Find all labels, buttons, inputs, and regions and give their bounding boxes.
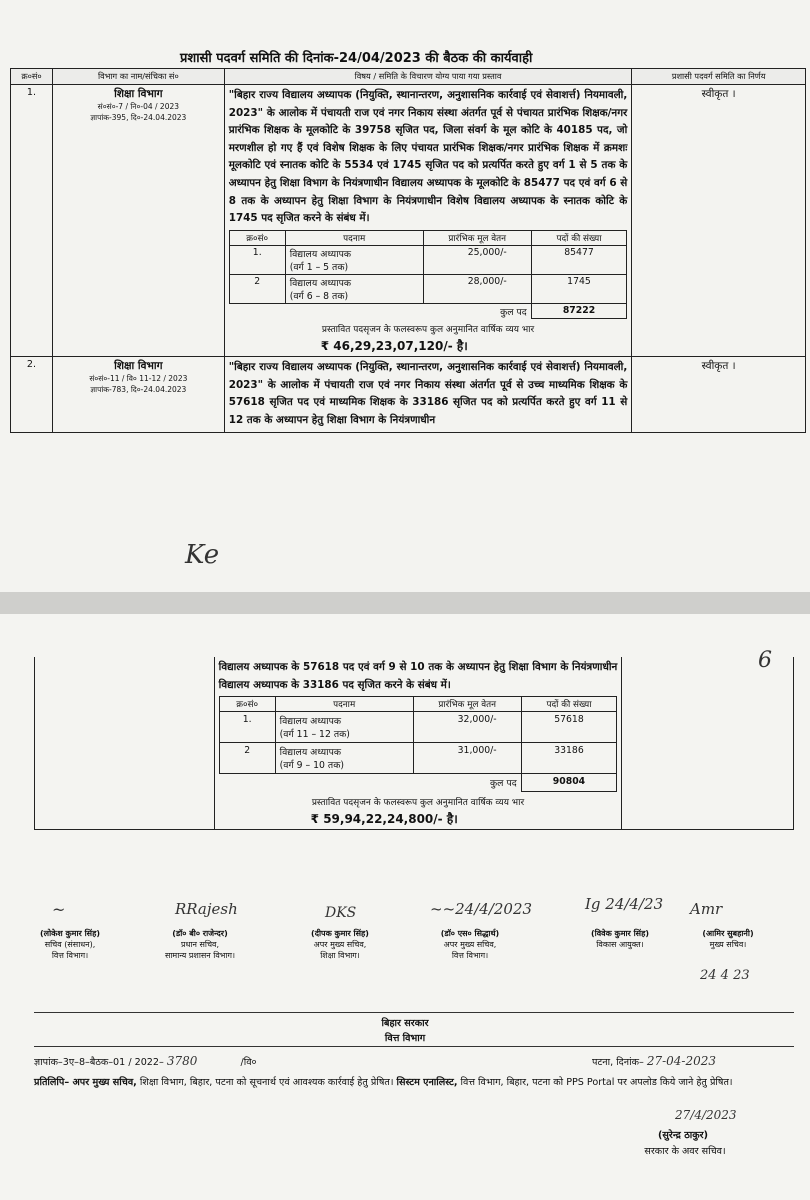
page-title: प्रशासी पदवर्ग समिति की दिनांक-24/04/2023 की बैठक की कार्यवाही bbox=[180, 51, 533, 66]
total-row bbox=[219, 774, 617, 792]
signatory-name: (डॉ० एस० सिद्धार्थ) bbox=[440, 929, 500, 938]
table-row bbox=[219, 712, 617, 743]
proposal-cell bbox=[224, 85, 632, 357]
row-serial: 1. bbox=[219, 712, 275, 743]
department-cell-continued bbox=[35, 657, 215, 829]
signatory-title: सचिव (संसाधन), bbox=[44, 940, 96, 949]
signatory-name: (डॉ० बी० राजेन्दर) bbox=[172, 929, 228, 938]
expense-note: प्रस्तावित पदसृजन के फलस्वरूप कुल अनुमानित वार्षिक व्यय भार bbox=[321, 325, 535, 336]
signatory-dept: शिक्षा विभाग। bbox=[320, 951, 360, 960]
signatory-title: अपर मुख्य सचिव, bbox=[313, 940, 367, 949]
total-row bbox=[229, 303, 627, 319]
dept-name: वित्त विभाग bbox=[384, 1033, 426, 1044]
posts-col-pay: प्रारंभिक मूल वेतन bbox=[423, 230, 531, 245]
page-gap bbox=[0, 592, 810, 614]
row-count: 85477 bbox=[531, 245, 627, 274]
post-grade: (वर्ग 9 – 10 तक) bbox=[279, 760, 344, 772]
decision-cell: स्वीकृत । bbox=[632, 85, 806, 357]
serial-number: 2. bbox=[11, 357, 53, 432]
officer-title: सरकार के अवर सचिव। bbox=[644, 1146, 726, 1157]
signatory-dept: सामान्य प्रशासन विभाग। bbox=[164, 951, 236, 960]
posts-col-count: पदों की संख्या bbox=[531, 230, 627, 245]
posts-col-post: पदनाम bbox=[275, 697, 413, 712]
officer-name: (सुरेन्द्र ठाकुर) bbox=[658, 1130, 708, 1141]
expense-amount: ₹ 46,29,23,07,120/- है। bbox=[320, 339, 468, 354]
govt-name: बिहार सरकार bbox=[381, 1018, 429, 1029]
header-row bbox=[11, 69, 806, 85]
row-serial: 1. bbox=[229, 245, 285, 274]
signatory-dept: वित्त विभाग। bbox=[451, 951, 489, 960]
proposal-cell bbox=[214, 657, 622, 829]
table-row bbox=[35, 657, 794, 829]
row-post bbox=[285, 274, 423, 303]
signature-scribble: DKS bbox=[325, 905, 357, 921]
signatory bbox=[410, 928, 530, 961]
memo-number: ज्ञापांक-395, दि०-24.04.2023 bbox=[90, 113, 187, 122]
signatory bbox=[135, 928, 265, 961]
col-department: विभाग का नाम/संचिका सं० bbox=[52, 69, 224, 85]
signatory-dept: वित्त विभाग। bbox=[51, 951, 89, 960]
file-number: सं०सं०-7 / नि०-04 / 2023 bbox=[97, 102, 180, 111]
row-pay: 31,000/- bbox=[413, 743, 521, 774]
post-grade: (वर्ग 11 – 12 तक) bbox=[279, 729, 350, 741]
signatory-title: विकास आयुक्त। bbox=[596, 940, 644, 949]
total-label: कुल पद bbox=[219, 774, 521, 792]
decision-cell: स्वीकृत । bbox=[632, 357, 806, 432]
memo-suffix: /वि० bbox=[240, 1057, 257, 1068]
posts-table bbox=[229, 230, 628, 320]
department-name: शिक्षा विभाग bbox=[114, 88, 163, 100]
copy-text bbox=[34, 1074, 794, 1091]
expense-amount: ₹ 59,94,22,24,800/- है। bbox=[310, 811, 458, 826]
signatory-name: (विवेक कुमार सिंह) bbox=[591, 929, 649, 938]
table-row bbox=[219, 743, 617, 774]
posts-table bbox=[219, 696, 618, 792]
signature-scribble: ~~24/4/2023 bbox=[430, 900, 533, 918]
posts-col-serial: क्र०सं० bbox=[229, 230, 285, 245]
memo-number: ज्ञापांक-783, दि०-24.04.2023 bbox=[90, 385, 187, 395]
signatory-name: (दीपक कुमार सिंह) bbox=[311, 929, 369, 938]
table-row bbox=[229, 245, 627, 274]
expense-note: प्रस्तावित पदसृजन के फलस्वरूप कुल अनुमानित वार्षिक व्यय भार bbox=[311, 797, 525, 808]
department-cell bbox=[52, 85, 224, 357]
memo-line bbox=[34, 1054, 257, 1068]
col-serial: क्र०सं० bbox=[11, 69, 53, 85]
row-count: 57618 bbox=[521, 712, 617, 743]
post-name: विद्यालय अध्यापक bbox=[289, 248, 352, 260]
post-name: विद्यालय अध्यापक bbox=[279, 716, 341, 728]
row-pay: 32,000/- bbox=[413, 712, 521, 743]
footer-divider bbox=[34, 1012, 794, 1013]
total-value: 87222 bbox=[531, 303, 627, 319]
continuation-table bbox=[34, 657, 794, 830]
row-post bbox=[275, 743, 413, 774]
handwritten-sign-date: 27/4/2023 bbox=[675, 1108, 737, 1122]
date-handwritten: 27-04-2023 bbox=[646, 1054, 716, 1068]
proposal-text: "बिहार राज्य विद्यालय अध्यापक (नियुक्ति, स्थानान्तरण, अनुशासनिक कार्रवाई एवं सेवाशर्त्त) नियमावली, 2023" के आलोक में पंचायती राज एवं नगर निकाय संस्था अंतर्गत पूर्व से उच्च माध्यमिक शिक्षक के 57618 सृजित पद एवं माध्यमिक शिक्षक के 33186 सृजित पद को प्रत्यर्पित करते हुए वर्ग 11 से 12 तक के अध्यापन हेतु शिक्षा विभाग के नियंत्रणाधीन bbox=[228, 361, 628, 427]
signatory-name: (लोकेश कुमार सिंह) bbox=[40, 929, 100, 938]
handwritten-date: 24 4 23 bbox=[700, 968, 750, 983]
row-post bbox=[275, 712, 413, 743]
signatory-name: (आमिर सुबहानी) bbox=[702, 929, 754, 938]
decision-cell-continued bbox=[622, 657, 794, 829]
signature-scribble: RRajesh bbox=[175, 900, 238, 918]
handwritten-mark: Ke bbox=[185, 540, 220, 570]
post-name: विद्यालय अध्यापक bbox=[279, 747, 341, 759]
post-name: विद्यालय अध्यापक bbox=[289, 277, 352, 289]
memo-number: ज्ञापांक–3ए–8–बैठक–01 / 2022– bbox=[34, 1057, 164, 1068]
post-grade: (वर्ग 6 – 8 तक) bbox=[289, 290, 349, 302]
row-post bbox=[285, 245, 423, 274]
copy-body: शिक्षा विभाग, बिहार, पटना को सूचनार्थ एवं आवश्यक कार्रवाई हेतु प्रेषित। bbox=[139, 1077, 394, 1088]
table-row bbox=[229, 274, 627, 303]
file-number: सं०सं०-11 / वि० 11-12 / 2023 bbox=[89, 374, 188, 384]
row-serial: 2 bbox=[229, 274, 285, 303]
department-name: शिक्षा विभाग bbox=[114, 360, 163, 373]
signatory bbox=[565, 928, 675, 950]
row-pay: 28,000/- bbox=[423, 274, 531, 303]
signatory bbox=[285, 928, 395, 961]
table-row bbox=[11, 85, 806, 357]
signature-scribble: Ig 24/4/23 bbox=[585, 895, 664, 913]
table-row bbox=[11, 357, 806, 432]
proposal-table bbox=[10, 68, 806, 433]
signatory-title: मुख्य सचिव। bbox=[709, 940, 747, 949]
col-decision: प्रशासी पदवर्ग समिति का निर्णय bbox=[632, 69, 806, 85]
copy-label-2: सिस्टम एनालिस्ट, bbox=[396, 1077, 458, 1088]
copy-label: प्रतिलिपि– अपर मुख्य सचिव, bbox=[34, 1077, 137, 1088]
place-date-label: पटना, दिनांक– bbox=[592, 1057, 644, 1068]
signature-scribble: Amr bbox=[690, 900, 723, 918]
post-grade: (वर्ग 1 – 5 तक) bbox=[289, 261, 349, 273]
total-label: कुल पद bbox=[229, 303, 531, 319]
signature-scribble: ~ bbox=[52, 900, 66, 919]
posts-col-post: पदनाम bbox=[285, 230, 423, 245]
memo-handwritten: 3780 bbox=[166, 1054, 198, 1068]
department-cell bbox=[52, 357, 224, 432]
posts-col-serial: क्र०सं० bbox=[219, 697, 275, 712]
copy-body-2: वित्त विभाग, बिहार, पटना को PPS Portal पर अपलोड किये जाने हेतु प्रेषित। bbox=[460, 1077, 733, 1088]
proposal-text: "बिहार राज्य विद्यालय अध्यापक (नियुक्ति, स्थानान्तरण, अनुशासनिक कार्रवाई एवं सेवाशर्त्त) नियमावली, 2023" के आलोक में पंचायती राज एवं नगर निकाय संस्था अंतर्गत पूर्व से पंचायत प्रारंभिक शिक्षक/नगर प्रारंभिक शिक्षक के मूलकोटि के 39758 सृजित पद, जिला संवर्ग के मूल कोटि के 40185 पद, जो मरणशील हो गए हैं एवं विशेष शिक्षक के लिए पंचायत प्रारंभिक शिक्षक/नगर प्रारंभिक शिक्षक में क्रमशः मूलकोटि एवं स्नातक कोटि के 5534 एवं 1745 सृजित पद को प्रत्यर्पित करते हुए वर्ग 1 से 5 तक के अध्यापन हेतु शिक्षा विभाग के नियंत्रणाधीन विद्यालय अध्यापक के मूलकोटि के 85477 पद एवं वर्ग 6 से 8 तक के अध्यापन हेतु शिक्षा विभाग के नियंत्रणाधीन विशेष विद्यालय अध्यापक के स्नातक कोटि के 1745 पद सृजित करने के संबंध में। bbox=[228, 89, 628, 225]
col-proposal: विषय / समिति के विचारण योग्य पाया गया प्रस्ताव bbox=[224, 69, 632, 85]
posts-col-pay: प्रारंभिक मूल वेतन bbox=[413, 697, 521, 712]
row-pay: 25,000/- bbox=[423, 245, 531, 274]
serial-number: 1. bbox=[11, 85, 53, 357]
signatory-title: प्रधान सचिव, bbox=[180, 940, 220, 949]
signatory bbox=[678, 928, 778, 950]
signatory-title: अपर मुख्य सचिव, bbox=[443, 940, 497, 949]
row-count: 33186 bbox=[521, 743, 617, 774]
place-date bbox=[592, 1054, 716, 1068]
proposal-text: विद्यालय अध्यापक के 57618 पद एवं वर्ग 9 से 10 तक के अध्यापन हेतु शिक्षा विभाग के नियंत्रणाधीन विद्यालय अध्यापक के 33186 पद सृजित करने के संबंध में। bbox=[218, 661, 618, 691]
signatory bbox=[20, 928, 120, 961]
row-serial: 2 bbox=[219, 743, 275, 774]
total-value: 90804 bbox=[521, 774, 617, 792]
row-count: 1745 bbox=[531, 274, 627, 303]
posts-col-count: पदों की संख्या bbox=[521, 697, 617, 712]
proposal-cell bbox=[224, 357, 632, 432]
handwritten-mark: 6 bbox=[758, 648, 772, 673]
footer-divider bbox=[34, 1046, 794, 1047]
